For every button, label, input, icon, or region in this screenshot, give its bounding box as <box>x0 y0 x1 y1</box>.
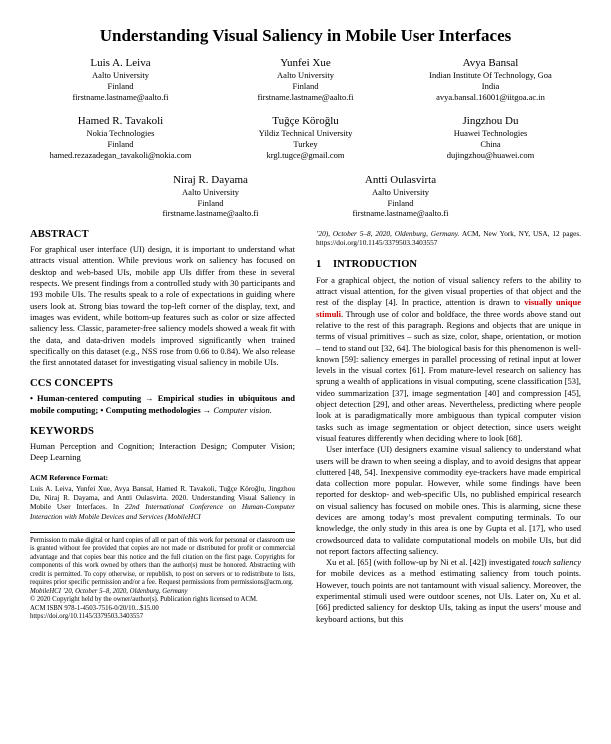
author-block <box>306 174 496 219</box>
ccs-arrow: → <box>200 404 214 415</box>
author-block <box>398 57 583 102</box>
author-row-3 <box>0 174 611 219</box>
ccs-text <box>30 393 295 416</box>
introduction-heading <box>316 259 581 270</box>
author-block <box>213 115 398 160</box>
acm-reference-text <box>30 484 295 521</box>
author-affiliation: Nokia Technologies <box>86 128 155 139</box>
footnote-isbn: ACM ISBN 978-1-4503-7516-0/20/10...$15.00 <box>30 604 159 612</box>
author-email: krgl.tugce@gmail.com <box>266 149 345 160</box>
author-name: Jingzhou Du <box>462 115 519 128</box>
author-country: Finland <box>107 139 134 150</box>
author-affiliation: Huawei Technologies <box>453 128 528 139</box>
intro-p1-red-highlight: visually unique stimuli <box>316 297 581 319</box>
ccs-heading: CCS CONCEPTS <box>30 378 114 390</box>
section-number: 1 <box>316 258 322 270</box>
acm-reference-format-heading: ACM Reference Format: <box>30 472 109 482</box>
author-country: Finland <box>387 197 414 208</box>
author-name: Avya Bansal <box>462 57 519 69</box>
keywords-text: Human Perception and Cognition; Interaction Design; Computer Vision; Deep Learning <box>30 441 295 463</box>
two-column-body <box>0 229 611 625</box>
intro-paragraph-1 <box>316 275 581 444</box>
author-row-2 <box>0 115 611 160</box>
acm-reference-italic: 22nd International Conference on Human-Computer Interaction with Mobile Devices and Services (MobileHCI <box>30 502 295 521</box>
author-name: Niraj R. Dayama <box>173 173 248 186</box>
section-title: INTRODUCTION <box>333 258 418 270</box>
author-block <box>213 57 398 102</box>
paper-title: Understanding Visual Saliency in Mobile User Interfaces <box>99 26 512 45</box>
intro-p3-after: for mobile devices as a method estimating saliency from touch points. However, touch points are not tantamount with visual saliency. Moreover, the experimental stimuli used were outdoor scenes, not UIs. Later on, Xu et al. [66] predicted saliency for desktop UIs, taking as input the users’ mouse and keyboard actions, but this <box>316 568 581 624</box>
left-column <box>30 229 295 622</box>
footnote-doi-link[interactable]: https://doi.org/10.1145/3379503.3403557 <box>30 613 144 621</box>
intro-paragraph-2: User interface (UI) designers examine visual saliency to understand what users will be drawn to when seeing a display, and to avoid designs that appear cluttered [48, 54]. Inexpensive commodity eye-trackers have made empirical data collection more popular. However, while some findings have been reported for desktop- and web-specific UIs, no published empirical research on visual saliency has focused on mobile ones. This is alarming, sicne these devices are among today’s most prevalent computing terminals. To our knowledge, the only study in this area is one by Gupta et al. [17], who used crowdsourced data to validate computational models on mobile UIs, but did not report factors affecting saliency. <box>316 444 582 556</box>
author-name: Hamed R. Tavakoli <box>77 115 164 128</box>
author-block <box>398 115 583 160</box>
author-email: dujingzhou@huawei.com <box>446 149 535 160</box>
author-country: Finland <box>292 80 319 91</box>
ccs-concepts-italic: Computer vision. <box>213 404 272 415</box>
author-affiliation: Aalto University <box>277 70 334 80</box>
acm-reference-continuation <box>316 229 581 248</box>
abstract-text: For graphical user interface (UI) design, it is important to understand what attracts visual attention. While previous work on saliency has focused on desktop and web-based UIs, mobile app UIs differ from these in several respects. We present findings from a controlled study with 30 participants and 193 mobile UIs. The results speak to a role of expectations in guiding where users look at. Strong bias toward the top-left corner of the display, text, and images was evident, while bottom-up features such as color or size affected saliency less. Classic, parameter-free saliency models showed a weak fit with the data, and data-driven models improved significantly when trained specifically on this dataset (e.g., NSS rose from 0.66 to 0.84). We also release the first annotated dataset for investigating visual saliency in mobile UIs. <box>30 244 295 368</box>
author-name: Tuğçe Köroğlu <box>272 115 339 128</box>
author-name: Luis A. Leiva <box>90 57 151 69</box>
footnote-copyright: © 2020 Copyright held by the owner/author(s). Publication rights licensed to ACM. <box>30 596 258 604</box>
author-email: firstname.lastname@aalto.fi <box>162 208 259 219</box>
author-affiliation: Indian Institute Of Technology, Goa <box>429 70 552 80</box>
author-name: Yunfei Xue <box>280 57 331 69</box>
author-affiliation: Aalto University <box>182 186 239 197</box>
author-country: China <box>480 139 501 150</box>
author-affiliation: Aalto University <box>92 70 149 80</box>
author-email: avya.bansal.16001@iitgoa.ac.in <box>436 91 545 102</box>
acm-reference-continuation-italic: ’20), October 5–8, 2020, Oldenburg, Germany. <box>316 229 460 239</box>
acm-reference-regular: Luis A. Leiva, Yunfei Xue, Avya Bansal, Hamed R. Tavakoli, Tuğçe Köroğlu, Jingzhou Du, Niraj R. Dayama, and Antti Oulasvirta. 2020. Understanding Visual Saliency in Mobile User Interfaces. In <box>30 483 295 512</box>
abstract-heading: ABSTRACT <box>30 229 89 241</box>
author-email: hamed.rezazadegan_tavakoli@nokia.com <box>49 149 192 160</box>
intro-paragraph-3 <box>316 557 581 625</box>
author-affiliation: Aalto University <box>372 186 429 197</box>
introduction-text <box>316 275 581 625</box>
permission-footnote <box>30 532 295 622</box>
intro-p3-touch-saliency-italic: touch saliency <box>532 557 581 568</box>
author-block <box>116 174 306 219</box>
permission-text: Permission to make digital or hard copies of all or part of this work for personal or classroom use is granted without fee provided that copies are not made or distributed for profit or commercial advantage and that copies bear this notice and the full citation on the first page. Copyrights for components of this work owned by others than the author(s) must be honored. Abstracting with credit is permitted. To copy otherwise, or republish, to post on servers or to redistribute to lists, requires prior specific permission and/or a fee. Request permissions from permissions@acm.org. <box>30 536 295 587</box>
author-country: Turkey <box>293 139 318 150</box>
intro-p3-before: Xu et al. [65] (with follow-up by Ni et al. [42]) investigated <box>326 557 533 568</box>
intro-p1-before: For a graphical object, the notion of visual saliency refers to the ability to attract visual attention, for the given visual properties of that object and the rest of the display [4]. In practice, attention is drawn to <box>316 274 581 308</box>
keywords-heading: KEYWORDS <box>30 426 95 438</box>
author-country: Finland <box>107 80 134 91</box>
acm-reference-continuation-regular: ACM, New York, NY, USA, 12 pages. https://doi.org/10.1145/3379503.3403557 <box>316 229 581 248</box>
right-column <box>316 229 581 625</box>
author-country: India <box>481 80 500 91</box>
author-row-1 <box>0 57 611 102</box>
author-email: firstname.lastname@aalto.fi <box>257 91 354 102</box>
author-email: firstname.lastname@aalto.fi <box>72 91 169 102</box>
author-name: Antti Oulasvirta <box>364 173 437 186</box>
author-block <box>28 57 213 102</box>
author-affiliation: Yildiz Technical University <box>258 128 353 139</box>
footnote-venue: MobileHCI ’20, October 5–8, 2020, Oldenburg, Germany <box>30 587 188 595</box>
ccs-concepts-bold: • Human-centered computing → Empirical studies in ubiquitous and mobile computing; • Computing methodologies <box>30 393 295 415</box>
author-country: Finland <box>197 197 224 208</box>
author-block <box>28 115 213 160</box>
author-email: firstname.lastname@aalto.fi <box>352 208 449 219</box>
intro-p1-after: . Through use of color and boldface, the three words above stand out relative to the rest of this paragraph. Regions and objects that are unique in terms of visual primitives – such as size, color, shape, orientation, or motion – tend to stand out [32, 64]. The biological basis for this phenomenon is well-known [59]: saliency emerges in parallel processing of retinal input at lower levels in the visual cortex [61]. From mature-level research on saliency has sprung a wealth of applications in visual computing, scene classification [53], video summarization [37], image segmentation [40] and compression [45], object detection [29], and other areas. Nevertheless, predicting where people look at is paradigmatically more ambiguous than typical computer vision tasks such as image segmentation or object detection, since users weight visual features differently when deciding where to look [68]. <box>316 308 581 443</box>
